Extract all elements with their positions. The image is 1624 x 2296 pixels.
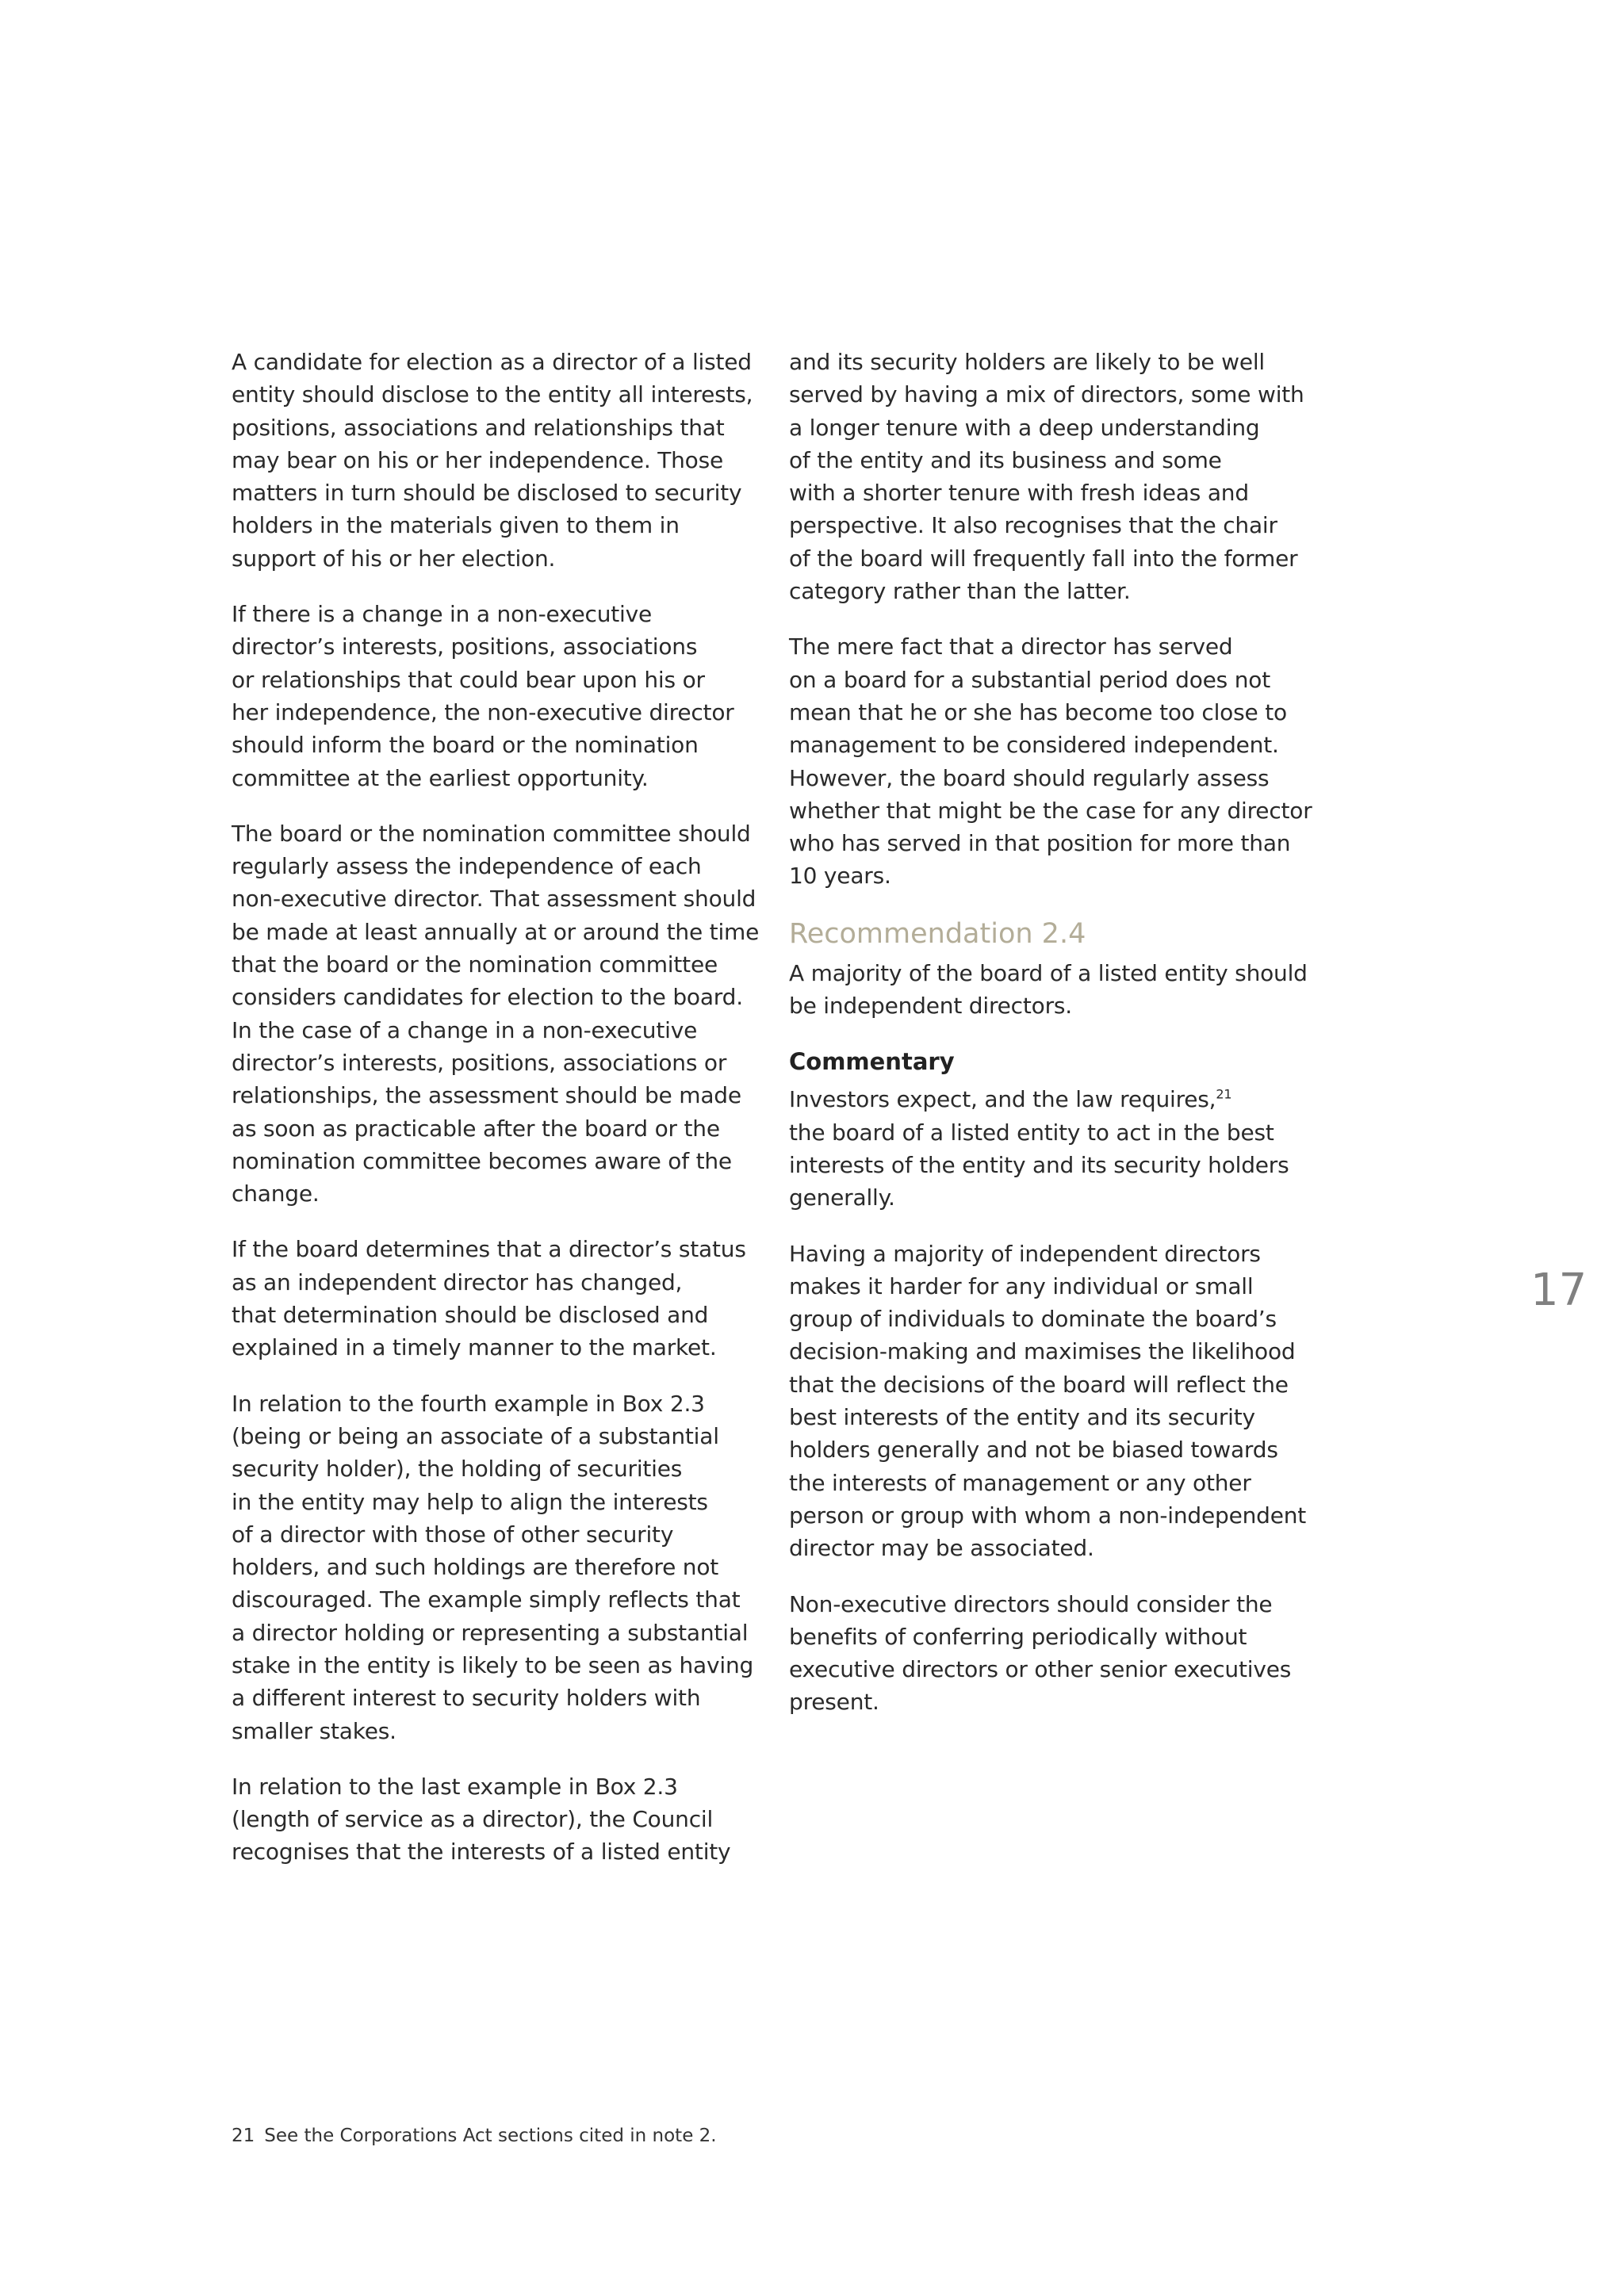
body-paragraph: In relation to the fourth example in Box 2.3 (being or being an associate of a substantial security holder), the holding of securities in the entity may help to align the interests of a director with those of other security holders, and such holdings are therefore not discouraged. The example simply reflects that a director holding or representing a substantial stake in the entity is likely to be seen as having a different interest to security holders with smaller stakes.	[232, 1390, 754, 1744]
body-paragraph: A candidate for election as a director of a listed entity should disclose to the entity all interests, positions, associations and relationships that may bear on his or her independence. Those matters in turn should be disclosed to security holders in the materials given to them in support of his or her election.	[232, 349, 753, 572]
footnote-text: See the Corporations Act sections cited in note 2.	[264, 2126, 717, 2146]
footnote-reference[interactable]: 21	[1216, 1087, 1232, 1103]
left-column	[232, 346, 764, 1892]
body-paragraph: If the board determines that a director’s status as an independent director has changed, that determination should be disclosed and explained in a timely manner to the market.	[232, 1236, 746, 1361]
body-paragraph: The mere fact that a director has served on a board for a substantial period does not mean that he or she has become too close to management to be considered independent. However, the board should regularly assess whether that might be the case for any director who has served in that position for more than 10 years.	[789, 633, 1312, 890]
commentary-text: Investors expect, and the law requires,	[789, 1086, 1216, 1113]
commentary-heading: Commentary	[789, 1048, 955, 1076]
body-paragraph: The board or the nomination committee should regularly assess the independence of each non-executive director. That assessment should be made at least annually at or around the time that the board or the nomination committee considers candidates for election to the board. In the case of a change in a non-executive director’s interests, positions, associations or relationships, the assessment should be made as soon as practicable after the board or the nomination committee becomes aware of the change.	[232, 820, 760, 1207]
commentary-paragraph: Non-executive directors should consider the benefits of conferring periodically without executive directors or other senior executives present.	[789, 1590, 1292, 1716]
page-number: 17	[1530, 1265, 1588, 1316]
body-paragraph: and its security holders are likely to be well served by having a mix of directors, some with a longer tenure with a deep understanding of the entity and its business and some with a shorter tenure with fresh ideas and perspective. It also recognises that the chair of the board will frequently fall into the former category rather than the latter.	[789, 349, 1304, 605]
recommendation-heading: Recommendation 2.4	[789, 917, 1086, 950]
right-column	[789, 346, 1336, 1742]
body-paragraph: If there is a change in a non-executive director’s interests, positions, associations or relationships that could bear upon his or her independence, the non-executive director should inform the board or the nomination committee at the earliest opportunity.	[232, 601, 734, 791]
commentary-text: the board of a listed entity to act in the best interests of the entity and its security holders generally.	[789, 1119, 1289, 1211]
body-paragraph: In relation to the last example in Box 2.3 (length of service as a director), the Council recognises that the interests of a listed entity	[232, 1773, 731, 1866]
recommendation-text: A majority of the board of a listed entity should be independent directors.	[789, 959, 1308, 1020]
footnote-number: 21	[232, 2126, 255, 2146]
footnote	[232, 2123, 717, 2149]
commentary-paragraph: Having a majority of independent directors makes it harder for any individual or small group of individuals to dominate the board’s decision-making and maximises the likelihood that the decisions of the board will reflect the best interests of the entity and its security holders generally and not be biased towards the interests of management or any other person or group with whom a non-independent director may be associated.	[789, 1240, 1307, 1562]
commentary-paragraph	[789, 1083, 1336, 1214]
